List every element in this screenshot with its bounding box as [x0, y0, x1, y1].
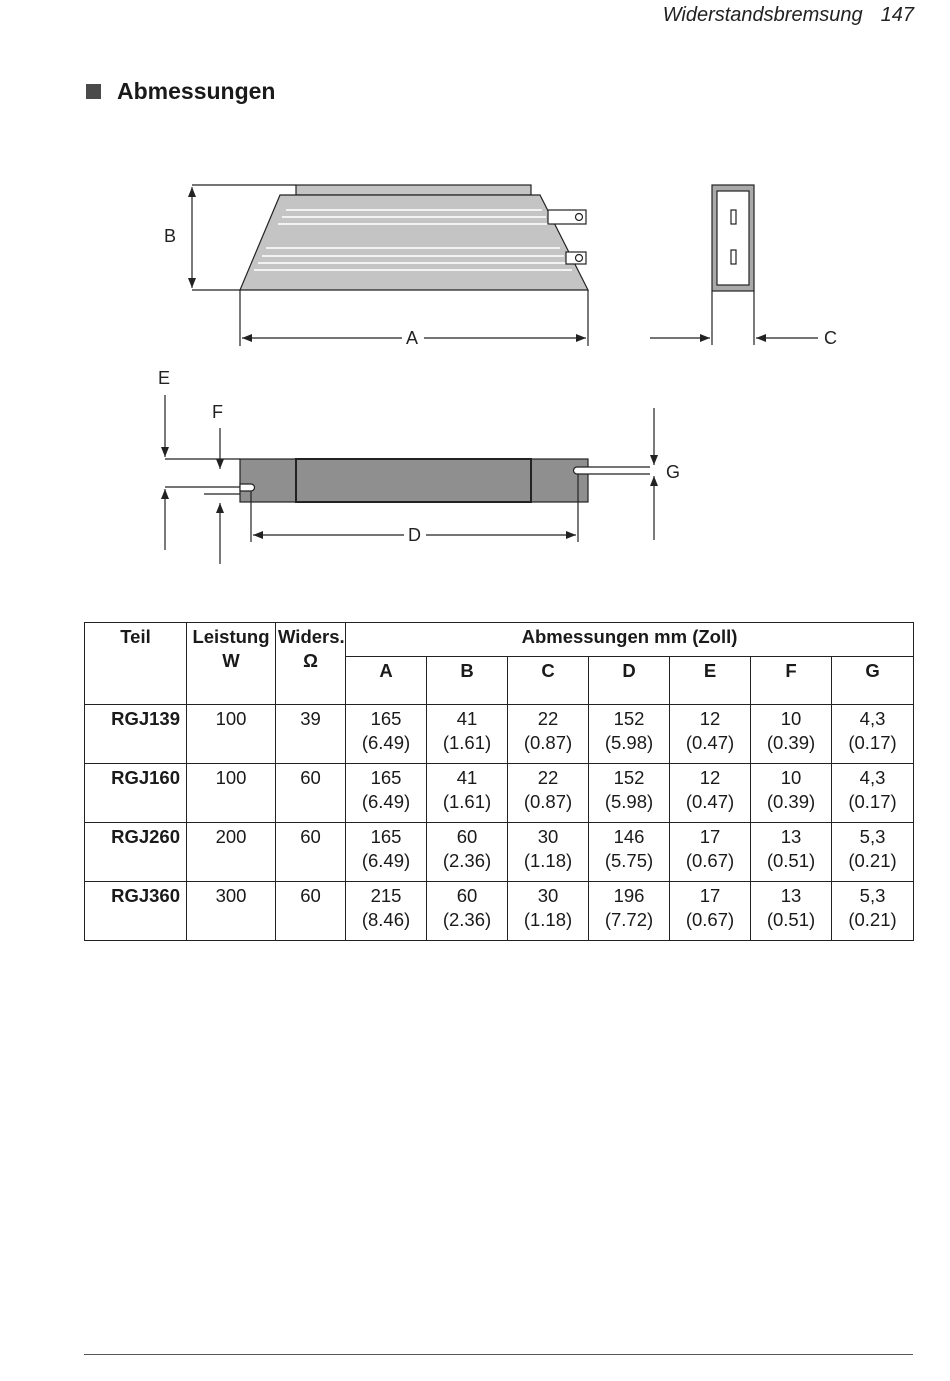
cell-power-text: 200: [215, 826, 247, 847]
label-g: G: [666, 462, 681, 482]
label-d: D: [408, 525, 421, 545]
dimension-mm: 22: [537, 767, 559, 788]
cell-dimension: [589, 705, 670, 764]
label-f: F: [212, 402, 223, 422]
cell-resistance: [276, 705, 346, 764]
cell-dimension: [508, 764, 589, 823]
cell-dimension: [427, 882, 508, 941]
dimension-inch: (0.47): [685, 732, 735, 753]
dimension-mm: 60: [456, 885, 478, 906]
cell-dimension: [427, 764, 508, 823]
dimension-inch: (6.49): [361, 850, 411, 871]
dimension-inch: (0.21): [848, 850, 897, 871]
dimension-mm: 13: [780, 885, 802, 906]
cell-dimension: [751, 882, 832, 941]
side-view: [650, 185, 818, 345]
dimension-mm: 152: [613, 767, 645, 788]
header-part: Teil: [85, 623, 187, 705]
label-a: A: [406, 328, 419, 348]
dimension-mm: 30: [537, 826, 559, 847]
header-dim-e: E: [670, 657, 751, 705]
dimension-inch: (7.72): [604, 909, 654, 930]
dimension-f: [204, 428, 240, 564]
mounting-slot-left: [240, 484, 255, 491]
front-view-top-plate: [296, 185, 531, 195]
dimension-inch: (1.61): [442, 732, 492, 753]
footer-rule: [84, 1354, 913, 1355]
cell-part-text: RGJ139: [111, 708, 180, 729]
dimension-mm: 146: [613, 826, 645, 847]
dimension-inch: (5.98): [604, 791, 654, 812]
cell-dimension: [832, 764, 914, 823]
cell-resistance: [276, 823, 346, 882]
running-header: [663, 4, 914, 27]
dimension-inch: (0.67): [685, 909, 735, 930]
cell-part: [85, 823, 187, 882]
cell-dimension: [508, 705, 589, 764]
dimension-mm: 10: [780, 767, 802, 788]
dimension-inch: (5.75): [604, 850, 654, 871]
dimension-inch: (0.17): [848, 791, 897, 812]
dimension-mm: 12: [699, 708, 721, 729]
cell-part: [85, 882, 187, 941]
header-page-number: 147: [880, 4, 914, 26]
cell-part-text: RGJ360: [111, 885, 180, 906]
dimension-mm: 4,3: [859, 708, 886, 729]
header-dim-d: D: [589, 657, 670, 705]
dimension-inch: (0.51): [766, 850, 816, 871]
cell-power-text: 100: [215, 708, 247, 729]
dimension-inch: (1.61): [442, 791, 492, 812]
cell-part: [85, 764, 187, 823]
mounting-slot-right: [574, 467, 651, 474]
cell-dimension: [751, 705, 832, 764]
cell-dimension: [670, 705, 751, 764]
section-title: Abmessungen: [117, 78, 276, 104]
table-row: [85, 764, 914, 823]
cell-resistance: [276, 764, 346, 823]
cell-dimension: [427, 823, 508, 882]
cell-dimension: [670, 882, 751, 941]
header-section-title: Widerstandsbremsung: [662, 4, 863, 26]
cell-dimension: [670, 823, 751, 882]
cell-dimension: [832, 823, 914, 882]
cell-part: [85, 705, 187, 764]
dimension-inch: (6.49): [361, 732, 411, 753]
cell-power-text: 300: [215, 885, 247, 906]
bottom-view-center-block: [296, 459, 531, 502]
section-heading: [86, 78, 275, 105]
dimension-inch: (0.87): [523, 732, 573, 753]
dimension-drawing: [0, 150, 950, 580]
header-dim-c: C: [508, 657, 589, 705]
dimension-mm: 13: [780, 826, 802, 847]
label-e: E: [158, 368, 171, 388]
header-dim-g: G: [832, 657, 914, 705]
dimension-inch: (2.36): [442, 909, 492, 930]
dimension-mm: 152: [613, 708, 645, 729]
cell-dimension: [589, 764, 670, 823]
cell-dimension: [832, 882, 914, 941]
cell-dimension: [751, 823, 832, 882]
label-b: B: [164, 226, 177, 246]
cell-power: [187, 705, 276, 764]
dimension-mm: 196: [613, 885, 645, 906]
cell-dimension: [346, 823, 427, 882]
cell-power: [187, 823, 276, 882]
header-dim-f: F: [751, 657, 832, 705]
label-c: C: [824, 328, 837, 348]
dimension-inch: (0.39): [766, 732, 816, 753]
dimensions-table: [84, 622, 914, 941]
dimension-mm: 17: [699, 826, 721, 847]
dimension-mm: 60: [456, 826, 478, 847]
dimension-inch: (2.36): [442, 850, 492, 871]
dimension-inch: (0.21): [848, 909, 897, 930]
dimension-mm: 165: [370, 826, 402, 847]
cell-power-text: 100: [215, 767, 247, 788]
dimension-mm: 41: [456, 708, 478, 729]
dimension-inch: (1.18): [523, 909, 573, 930]
dimension-inch: (0.47): [685, 791, 735, 812]
table-row: [85, 823, 914, 882]
dimension-mm: 22: [537, 708, 559, 729]
cell-dimension: [508, 823, 589, 882]
dimension-e: [165, 395, 240, 550]
cell-dimension: [589, 882, 670, 941]
dimension-mm: 4,3: [859, 767, 886, 788]
bottom-view: [240, 459, 650, 502]
header-dim-a: A: [346, 657, 427, 705]
dimension-mm: 165: [370, 767, 402, 788]
cell-dimension: [346, 764, 427, 823]
dimension-mm: 12: [699, 767, 721, 788]
dimension-mm: 10: [780, 708, 802, 729]
cell-dimension: [589, 823, 670, 882]
dimension-inch: (1.18): [523, 850, 573, 871]
dimension-mm: 41: [456, 767, 478, 788]
cell-part-text: RGJ260: [111, 826, 180, 847]
side-view-face: [717, 191, 749, 285]
cell-dimension: [751, 764, 832, 823]
dimension-mm: 30: [537, 885, 559, 906]
dimension-inch: (0.39): [766, 791, 816, 812]
dimension-inch: (0.51): [766, 909, 816, 930]
cell-resistance-text: 60: [300, 826, 321, 847]
cell-resistance: [276, 882, 346, 941]
cell-resistance-text: 60: [300, 885, 321, 906]
cell-part-text: RGJ160: [111, 767, 180, 788]
cell-dimension: [346, 705, 427, 764]
header-dim-b: B: [427, 657, 508, 705]
dimension-mm: 5,3: [859, 826, 886, 847]
dimension-mm: 17: [699, 885, 721, 906]
cell-dimension: [508, 882, 589, 941]
dimension-inch: (8.46): [361, 909, 411, 930]
dimension-inch: (0.67): [685, 850, 735, 871]
cell-power: [187, 882, 276, 941]
cell-dimension: [670, 764, 751, 823]
dimension-inch: (5.98): [604, 732, 654, 753]
header-dimensions: Abmessungen mm (Zoll): [346, 623, 914, 657]
cell-power: [187, 764, 276, 823]
dimension-inch: (0.17): [848, 732, 897, 753]
cell-dimension: [832, 705, 914, 764]
cell-dimension: [427, 705, 508, 764]
table-row: [85, 705, 914, 764]
cell-dimension: [346, 882, 427, 941]
square-bullet-icon: [86, 84, 101, 99]
table-row: [85, 882, 914, 941]
dimension-mm: 165: [370, 708, 402, 729]
header-power: Leistung W: [187, 623, 276, 705]
dimension-mm: 215: [370, 885, 402, 906]
dimension-inch: (6.49): [361, 791, 411, 812]
front-view: [240, 185, 588, 290]
dimension-inch: (0.87): [523, 791, 573, 812]
dimension-mm: 5,3: [859, 885, 886, 906]
cell-resistance-text: 60: [300, 767, 321, 788]
dimensions-table-body: [85, 705, 914, 941]
header-resistance: Widers. Ω: [276, 623, 346, 705]
cell-resistance-text: 39: [300, 708, 321, 729]
